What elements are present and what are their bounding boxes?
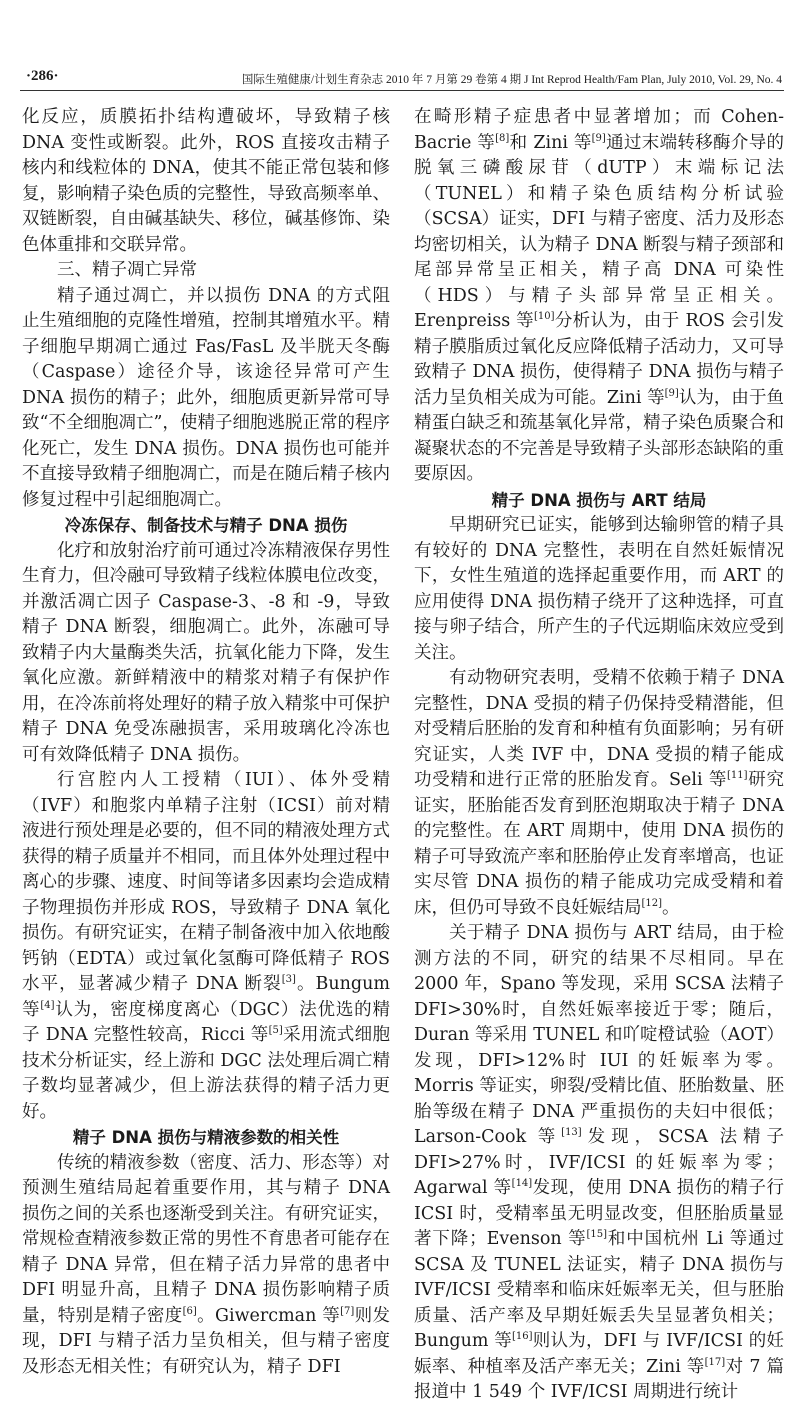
text-run: 冷冻保存、制备技术与精子 DNA 损伤 bbox=[64, 516, 348, 535]
paragraph bbox=[414, 921, 784, 1406]
text-run: 发现，SCSA 法精子 DFI>27%时，IVF/ICSI 的妊娠率为零；Agarwal 等 bbox=[414, 1127, 784, 1198]
paragraph bbox=[22, 768, 390, 1125]
citation-ref: [4] bbox=[40, 999, 55, 1011]
citation-ref: [3] bbox=[281, 974, 296, 986]
text-run: 发现，使用 DNA 损伤的精子行 ICSI 时，受精率虽无明显改变，但胚胎质量显著下降；Evenson 等 bbox=[414, 1178, 784, 1249]
citation-ref: [16] bbox=[512, 1331, 533, 1343]
citation-ref: [15] bbox=[586, 1229, 607, 1241]
running-header: 国际生殖健康/计划生育杂志 2010 年 7 月第 29 卷第 4 期 J Int Reprod Health/Fam Plan, July 2010, Vol. 29, No. 4 bbox=[241, 74, 782, 86]
text-run: 认为，密度梯度离心（DGC）法优选的精子 DNA 完整性较高，Ricci 等 bbox=[22, 999, 391, 1045]
citation-ref: [9] bbox=[591, 132, 606, 144]
citation-ref: [7] bbox=[340, 1305, 355, 1317]
paragraph bbox=[22, 539, 390, 769]
paragraph bbox=[22, 284, 390, 514]
text-run: 三、精子凋亡异常 bbox=[57, 260, 197, 280]
subsection-heading bbox=[22, 258, 390, 284]
citation-ref: [14] bbox=[511, 1178, 533, 1190]
paragraph bbox=[414, 105, 784, 488]
text-run: 采用流式细胞技术分析证实，经上游和 DGC 法处理后凋亡精子数均显著减少，但上游法获得的精子活力更好。 bbox=[22, 1025, 390, 1122]
citation-ref: [6] bbox=[182, 1305, 197, 1317]
header-rule bbox=[20, 90, 784, 91]
text-run: 有动物研究表明，受精不依赖于精子 DNA 完整性，DNA 受损的精子仍保持受精潜能，但对受精后胚胎的发育和种植有负面影响；另有研究证实，人类 IVF 中，DNA 受损的精子能成功受精和进行正常的胚胎发育。Seli 等 bbox=[414, 668, 784, 790]
text-run: 则认为，DFI 与 IVF/ICSI 的妊娠率、种植率及活产率无关；Zini 等 bbox=[414, 1331, 784, 1377]
citation-ref: [5] bbox=[268, 1025, 283, 1037]
citation-ref: [12] bbox=[641, 897, 663, 909]
text-run: 精子 DNA 损伤与 ART 结局 bbox=[491, 490, 707, 510]
left-column bbox=[22, 105, 391, 1377]
text-run: 传统的精液参数（密度、活力、形态等）对预测生殖结局起着重要作用，其与精子 DNA 损伤之间的关系也逐渐受到关注。有研究证实，常规检查精液参数正常的男性不育患者可能存在精子 DNA 异常，但在精子活力异常的患者中 DFI 明显升高，且精子 DNA 损伤影响精子质量，特别是精子密度 bbox=[22, 1152, 390, 1326]
text-run: 关于精子 DNA 损伤与 ART 结局，由于检测方法的不同，研究的结果不尽相同。早在 2000 年，Spano 等发现，采用 SCSA 法精子 DFI>30%时，自然妊娠率接近于零；随后，Duran 等采用 TUNEL 和吖啶橙试验（AOT）发现，DFI>12%时 IUI 的妊娠率为零。Morris 等证实，卵裂/受精比值、胚胎数量、胚胎等级在精子 DNA 严重损伤的夫妇中很低；Larson-Cook 等 bbox=[414, 923, 784, 1147]
text-run: 和中国杭州 Li 等通过 SCSA 及 TUNEL 法证实，精子 DNA 损伤与 IVF/ICSI 受精率和临床妊娠率无关，但与胚胎质量、活产率及早期妊娠丢失呈显著负相关；Bungum 等 bbox=[414, 1229, 784, 1351]
text-run: 精子通过凋亡，并以损伤 DNA 的方式阻止生殖细胞的克隆性增殖，控制其增殖水平。精子细胞早期凋亡通过 Fas/FasL 及半胱天冬酶（Caspase）途径介导，该途径异常可产生 DNA 损伤的精子；此外，细胞质更新异常可导致“不全细胞凋亡”，使精子细胞逃脱正常的程序化死亡，发生 DNA 损伤。DNA 损伤也可能并不直接导致精子细胞凋亡，而是在随后精子核内修复过程中引起细胞凋亡。 bbox=[22, 285, 390, 510]
text-run: 行宫腔内人工授精（IUI）、体外受精（IVF）和胞浆内单精子注射（ICSI）前对精液进行预处理是必要的，但不同的精液处理方式获得的精子质量并不相同，而且体外处理过程中离心的步骤、速度、时间等诸多因素均会造成精子物理损伤并形成 ROS，导致精子 DNA 氧化损伤。有研究证实，在精子制备液中加入依地酸钙钠（EDTA）或过氧化氢酶可降低精子 ROS 水平，显著减少精子 DNA 断裂 bbox=[22, 770, 390, 994]
paragraph bbox=[414, 513, 784, 666]
page-number: ·286· bbox=[26, 68, 59, 84]
citation-ref: [11] bbox=[727, 770, 748, 782]
text-run: 化反应，质膜拓扑结构遭破坏，导致精子核 DNA 变性或断裂。此外，ROS 直接攻击精子核内和线粒体的 DNA，使其不能正常包装和修复，影响精子染色质的完整性，导致高频率单、双链断裂，自由碱基缺失、移位，碱基修饰、染色体重排和交联异常。 bbox=[22, 107, 390, 255]
citation-ref: [17] bbox=[704, 1356, 726, 1368]
text-run: 。Giwercman 等 bbox=[196, 1305, 341, 1326]
citation-ref: [8] bbox=[495, 132, 510, 144]
text-run: 在畸形精子症患者中显著增加；而 Cohen-Bacrie 等 bbox=[414, 107, 784, 153]
section-heading bbox=[414, 488, 784, 514]
text-run: 和 Zini 等 bbox=[509, 132, 592, 153]
paragraph bbox=[414, 666, 784, 921]
citation-ref: [9] bbox=[664, 387, 679, 399]
text-run: 。 bbox=[662, 897, 680, 918]
section-heading bbox=[22, 1125, 390, 1151]
text-run: 。Bungum 等 bbox=[22, 974, 390, 1020]
text-run: 化疗和放射治疗前可通过冷冻精液保存男性生育力，但冷融可导致精子线粒体膜电位改变，并激活凋亡因子 Caspase-3、-8 和 -9，导致精子 DNA 断裂，细胞凋亡。此外，冻融可导致精子内大量酶类失活，抗氧化能力下降，发生氧化应激。新鲜精液中的精浆对精子有保护作用，在冷冻前将处理好的精子放入精浆中可保护精子 DNA 免受冻融损害，采用玻璃化冷冻也可有效降低精子 DNA 损伤。 bbox=[22, 540, 390, 765]
text-run: 研究证实，胚胎能否发育到胚泡期取决于精子 DNA 的完整性。在 ART 周期中，使用 DNA 损伤的精子可导致流产率和胚胎停止发育率增高，也证实尽管 DNA 损伤的精子能成功完成受精和着床，但仍可导致不良妊娠结局 bbox=[414, 770, 784, 918]
text-run: 早期研究已证实，能够到达输卵管的精子具有较好的 DNA 完整性，表明在自然妊娠情况下，女性生殖道的选择起重要作用，而 ART 的应用使得 DNA 损伤精子绕开了这种选择，可直接与卵子结合，所产生的子代远期临床效应受到关注。 bbox=[414, 515, 784, 663]
paragraph bbox=[22, 105, 390, 258]
text-run: 对 7 篇报道中 1 549 个 IVF/ICSI 周期进行统计 bbox=[414, 1356, 785, 1402]
citation-ref: [13] bbox=[561, 1127, 582, 1139]
text-run: 则发现，DFI 与精子活力呈负相关，但与精子密度及形态无相关性；有研究认为，精子 DFI bbox=[22, 1305, 390, 1377]
text-run: 分析认为，由于 ROS 会引发精子膜脂质过氧化反应降低精子活动力，又可导致精子 DNA 损伤，使得精子 DNA 损伤与精子活力呈负相关成为可能。Zini 等 bbox=[414, 311, 784, 408]
right-column bbox=[414, 105, 785, 1402]
text-run: 认为，由于鱼精蛋白缺乏和巯基氧化异常，精子染色质聚合和凝聚状态的不完善是导致精子头部形态缺陷的重要原因。 bbox=[414, 387, 784, 484]
text-run: 精子 DNA 损伤与精液参数的相关性 bbox=[72, 1128, 340, 1147]
section-heading bbox=[22, 513, 390, 539]
paragraph bbox=[22, 1151, 390, 1381]
text-run: 通过末端转移酶介导的脱氧三磷酸尿苷（dUTP）末端标记法（TUNEL）和精子染色质结构分析试验（SCSA）证实，DFI 与精子密度、活力及形态均密切相关，认为精子 DNA 断裂与精子颈部和尾部异常呈正相关，精子高 DNA 可染性（HDS）与精子头部异常呈正相关。Erenpreiss 等 bbox=[414, 132, 785, 331]
citation-ref: [10] bbox=[533, 311, 555, 323]
